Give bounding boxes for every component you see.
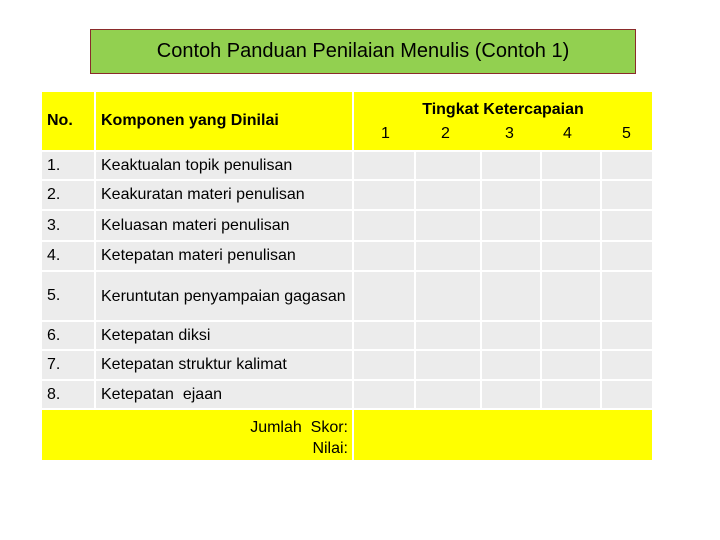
score-cell	[542, 242, 600, 270]
level-5: 5	[622, 125, 631, 142]
header-no: No.	[42, 92, 94, 150]
header-component: Komponen yang Dinilai	[96, 92, 352, 150]
score-cell	[482, 211, 540, 240]
score-cell	[482, 351, 540, 379]
row-5-no: 5.	[42, 272, 94, 320]
level-1: 1	[381, 125, 390, 142]
score-cell	[416, 211, 480, 240]
row-3-no: 3.	[42, 211, 94, 240]
row-7-no: 7.	[42, 351, 94, 379]
score-cell	[602, 152, 652, 179]
row-3-component: Keluasan materi penulisan	[96, 211, 352, 240]
row-1-component: Keaktualan topik penulisan	[96, 152, 352, 179]
score-cell	[602, 351, 652, 379]
row-5-component: Keruntutan penyampaian gagasan	[96, 272, 352, 320]
score-cell	[416, 152, 480, 179]
slide-title	[90, 29, 636, 74]
score-cell	[602, 242, 652, 270]
score-cell	[602, 272, 652, 320]
score-cell	[602, 322, 652, 349]
row-4-no: 4.	[42, 242, 94, 270]
score-cell	[416, 242, 480, 270]
row-1-no: 1.	[42, 152, 94, 179]
row-4-component: Ketepatan materi penulisan	[96, 242, 352, 270]
score-cell	[354, 181, 414, 209]
score-cell	[482, 322, 540, 349]
grade-label: Nilai:	[312, 440, 348, 457]
score-cell	[354, 242, 414, 270]
score-cell	[354, 152, 414, 179]
row-7-component: Ketepatan struktur kalimat	[96, 351, 352, 379]
level-4: 4	[563, 125, 572, 142]
score-cell	[416, 351, 480, 379]
level-2: 2	[441, 125, 450, 142]
score-cell	[542, 181, 600, 209]
score-cell	[354, 322, 414, 349]
score-cell	[354, 211, 414, 240]
footer-score-area	[354, 410, 652, 460]
score-cell	[542, 351, 600, 379]
score-cell	[542, 322, 600, 349]
score-cell	[602, 181, 652, 209]
score-cell	[602, 381, 652, 408]
score-cell	[482, 272, 540, 320]
score-cell	[482, 152, 540, 179]
row-2-component: Keakuratan materi penulisan	[96, 181, 352, 209]
row-8-no: 8.	[42, 381, 94, 408]
score-cell	[542, 381, 600, 408]
score-cell	[482, 381, 540, 408]
score-cell	[354, 351, 414, 379]
score-cell	[416, 322, 480, 349]
score-cell	[602, 211, 652, 240]
score-cell	[542, 272, 600, 320]
score-cell	[354, 272, 414, 320]
score-cell	[542, 211, 600, 240]
header-level: Tingkat Ketercapaian	[354, 92, 652, 119]
row-6-component: Ketepatan diksi	[96, 322, 352, 349]
level-3: 3	[505, 125, 514, 142]
header-level-numbers	[354, 119, 652, 150]
row-2-no: 2.	[42, 181, 94, 209]
score-cell	[482, 181, 540, 209]
slide-title-text: Contoh Panduan Penilaian Menulis (Contoh 1)	[156, 40, 570, 62]
total-score-label: Jumlah Skor:	[250, 419, 348, 436]
score-cell	[416, 181, 480, 209]
score-cell	[416, 381, 480, 408]
score-cell	[482, 242, 540, 270]
row-8-component: Ketepatan ejaan	[96, 381, 352, 408]
score-cell	[542, 152, 600, 179]
score-cell	[354, 381, 414, 408]
score-cell	[416, 272, 480, 320]
row-6-no: 6.	[42, 322, 94, 349]
